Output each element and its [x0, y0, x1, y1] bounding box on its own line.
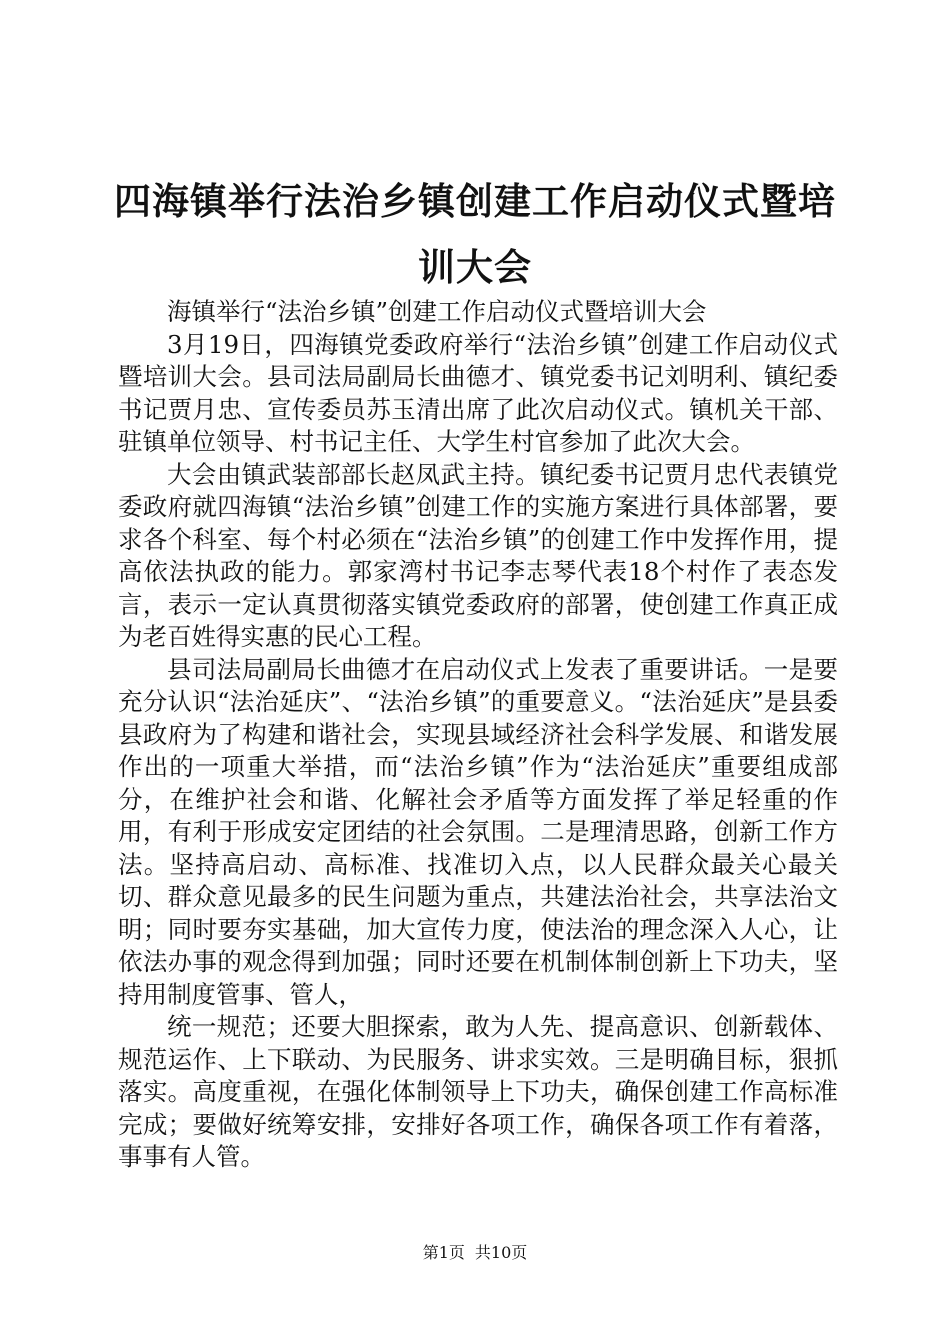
- document-body: [118, 296, 838, 1174]
- document-title: 四海镇举行法治乡镇创建工作启动仪式暨培训大会: [114, 179, 836, 289]
- page-footer: [0, 1242, 950, 1264]
- paragraph-2: 大会由镇武装部部长赵凤武主持。镇纪委书记贾月忠代表镇党委政府就四海镇“法治乡镇”创建工作的实施方案进行具体部署，要求各个科室、每个村必须在“法治乡镇”的创建工作中发挥作用，提高依法执政的能力。郭家湾村书记李志琴代表18个村作了表态发言，表示一定认真贯彻落实镇党委政府的部署，使创建工作真正成为老百姓得实惠的民心工程。: [118, 459, 838, 651]
- paragraph-4: 统一规范；还要大胆探索，敢为人先、提高意识、创新载体、规范运作、上下联动、为民服务、讲求实效。三是明确目标，狠抓落实。高度重视，在强化体制领导上下功夫，确保创建工作高标准完成；要做好统筹安排，安排好各项工作，确保各项工作有着落，事事有人管。: [118, 1012, 838, 1171]
- paragraph-1: 3月19日，四海镇党委政府举行“法治乡镇”创建工作启动仪式暨培训大会。县司法局副局长曲德才、镇党委书记刘明利、镇纪委书记贾月忠、宣传委员苏玉清出席了此次启动仪式。镇机关干部、驻镇单位领导、村书记主任、大学生村官参加了此次大会。: [118, 329, 838, 456]
- paragraph-3: 县司法局副局长曲德才在启动仪式上发表了重要讲话。一是要充分认识“法治延庆”、“法治乡镇”的重要意义。“法治延庆”是县委县政府为了构建和谐社会，实现县域经济社会科学发展、和谐发展作出的一项重大举措，而“法治乡镇”作为“法治延庆”重要组成部分，在维护社会和谐、化解社会矛盾等方面发挥了举足轻重的作用，有利于形成安定团结的社会氛围。二是理清思路，创新工作方法。坚持高启动、高标准、找准切入点，以人民群众最关心最关切、群众意见最多的民生问题为重点，共建法治社会，共享法治文明；同时要夯实基础，加大宣传力度，使法治的理念深入人心，让依法办事的观念得到加强；同时还要在机制体制创新上下功夫，坚持用制度管事、管人，: [118, 654, 838, 1009]
- page-total: 共10页: [474, 1243, 528, 1262]
- paragraph-subtitle: 海镇举行“法治乡镇”创建工作启动仪式暨培训大会: [167, 297, 707, 326]
- page-number: 第1页: [422, 1243, 465, 1262]
